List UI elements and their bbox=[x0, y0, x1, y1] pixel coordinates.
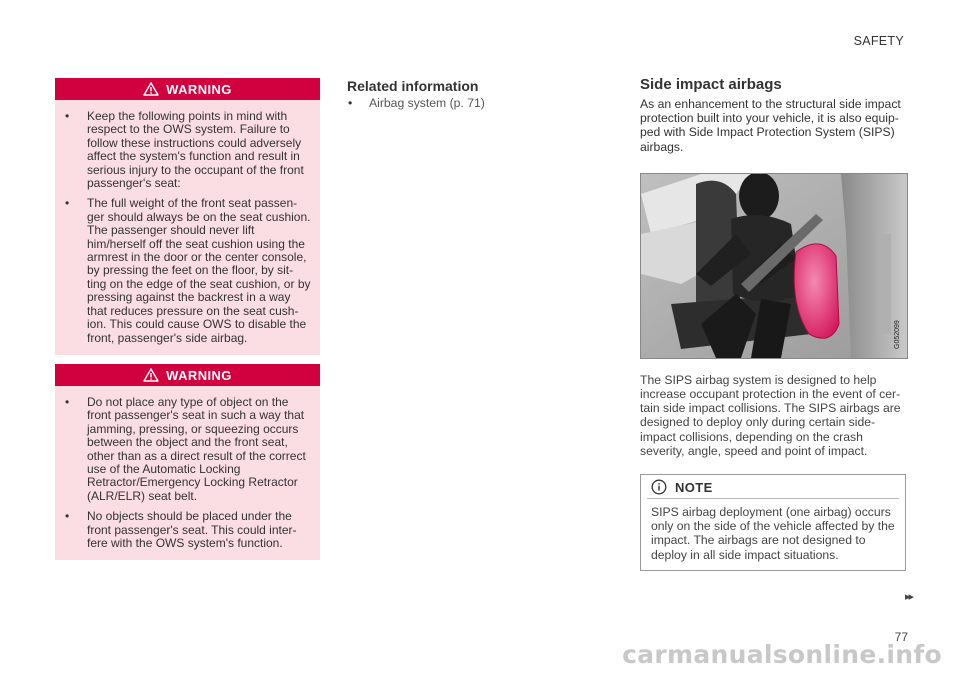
related-link-airbag-system[interactable]: • Airbag system (p. 71) bbox=[347, 96, 587, 110]
warning-triangle-icon bbox=[143, 82, 159, 96]
warning-item: • Keep the following points in mind with respect to the OWS system. Failure to follow these instructions could adversely affect the system's function and result in serious injury to the occupant of the front passenger's seat: bbox=[63, 110, 312, 190]
warning-list bbox=[55, 386, 320, 560]
warning-item: • The full weight of the front seat passen-ger should always be on the seat cushion. The passenger should never lift him/herself off the seat cushion using the armrest in the door or the center console, by pressing the feet on the floor, by sit-ting on the edge of the seat cushion, or by pressing against the backrest in a way that reduces pressure on the seat cush-ion. This could cause OWS to disable the front, passenger's side airbag. bbox=[63, 197, 312, 344]
figure-code: G052099 bbox=[894, 320, 901, 349]
related-information bbox=[347, 78, 587, 110]
warning-title: WARNING bbox=[166, 367, 232, 383]
watermark: carmanualsonline.info bbox=[622, 640, 942, 669]
intro-paragraph: As an enhancement to the structural side impact protection built into your vehicle, it is also equip-ped with Side Impact Protection System (SIPS) airbags. bbox=[640, 97, 901, 154]
note-title: NOTE bbox=[675, 479, 713, 495]
warning-header bbox=[55, 78, 320, 100]
section-title: SAFETY bbox=[853, 34, 904, 48]
related-title: Related information bbox=[347, 78, 479, 94]
sips-airbag-illustration bbox=[640, 173, 908, 359]
warning-box-ows bbox=[55, 78, 320, 355]
note-text: SIPS airbag deployment (one airbag) occurs only on the side of the vehicle affected by the impact. The airbags are not designed to deploy in all side impact situations. bbox=[651, 505, 895, 562]
note-box bbox=[640, 474, 906, 571]
section-heading: Side impact airbags bbox=[640, 76, 782, 93]
warning-item: • Do not place any type of object on the front passenger's seat in such a way that jamming, pressing, or squeezing occurs between the object and the front seat, other than as a direct result of the correct use of the Automatic Locking Retractor/Emergency Locking Retractor (ALR/ELR) seat belt. bbox=[63, 396, 312, 503]
info-circle-icon bbox=[651, 479, 667, 495]
warning-title: WARNING bbox=[166, 81, 232, 97]
note-header bbox=[647, 475, 899, 499]
continue-arrow-icon[interactable]: ▸▸ bbox=[904, 591, 912, 603]
page-number: 77 bbox=[894, 630, 908, 644]
warning-triangle-icon bbox=[143, 368, 159, 382]
warning-box-objects bbox=[55, 364, 320, 560]
side-impact-section bbox=[640, 76, 906, 571]
warning-item: • No objects should be placed under the front passenger's seat. This could inter-fere with the OWS system's function. bbox=[63, 510, 312, 550]
warning-header bbox=[55, 364, 320, 386]
warning-list bbox=[55, 100, 320, 355]
description-paragraph: The SIPS airbag system is designed to help increase occupant protection in the event of cer-tain side impact collisions. The SIPS airbags are designed to deploy only during certain side-impact collisions, depending on the crash severity, angle, speed and point of impact. bbox=[640, 372, 901, 458]
